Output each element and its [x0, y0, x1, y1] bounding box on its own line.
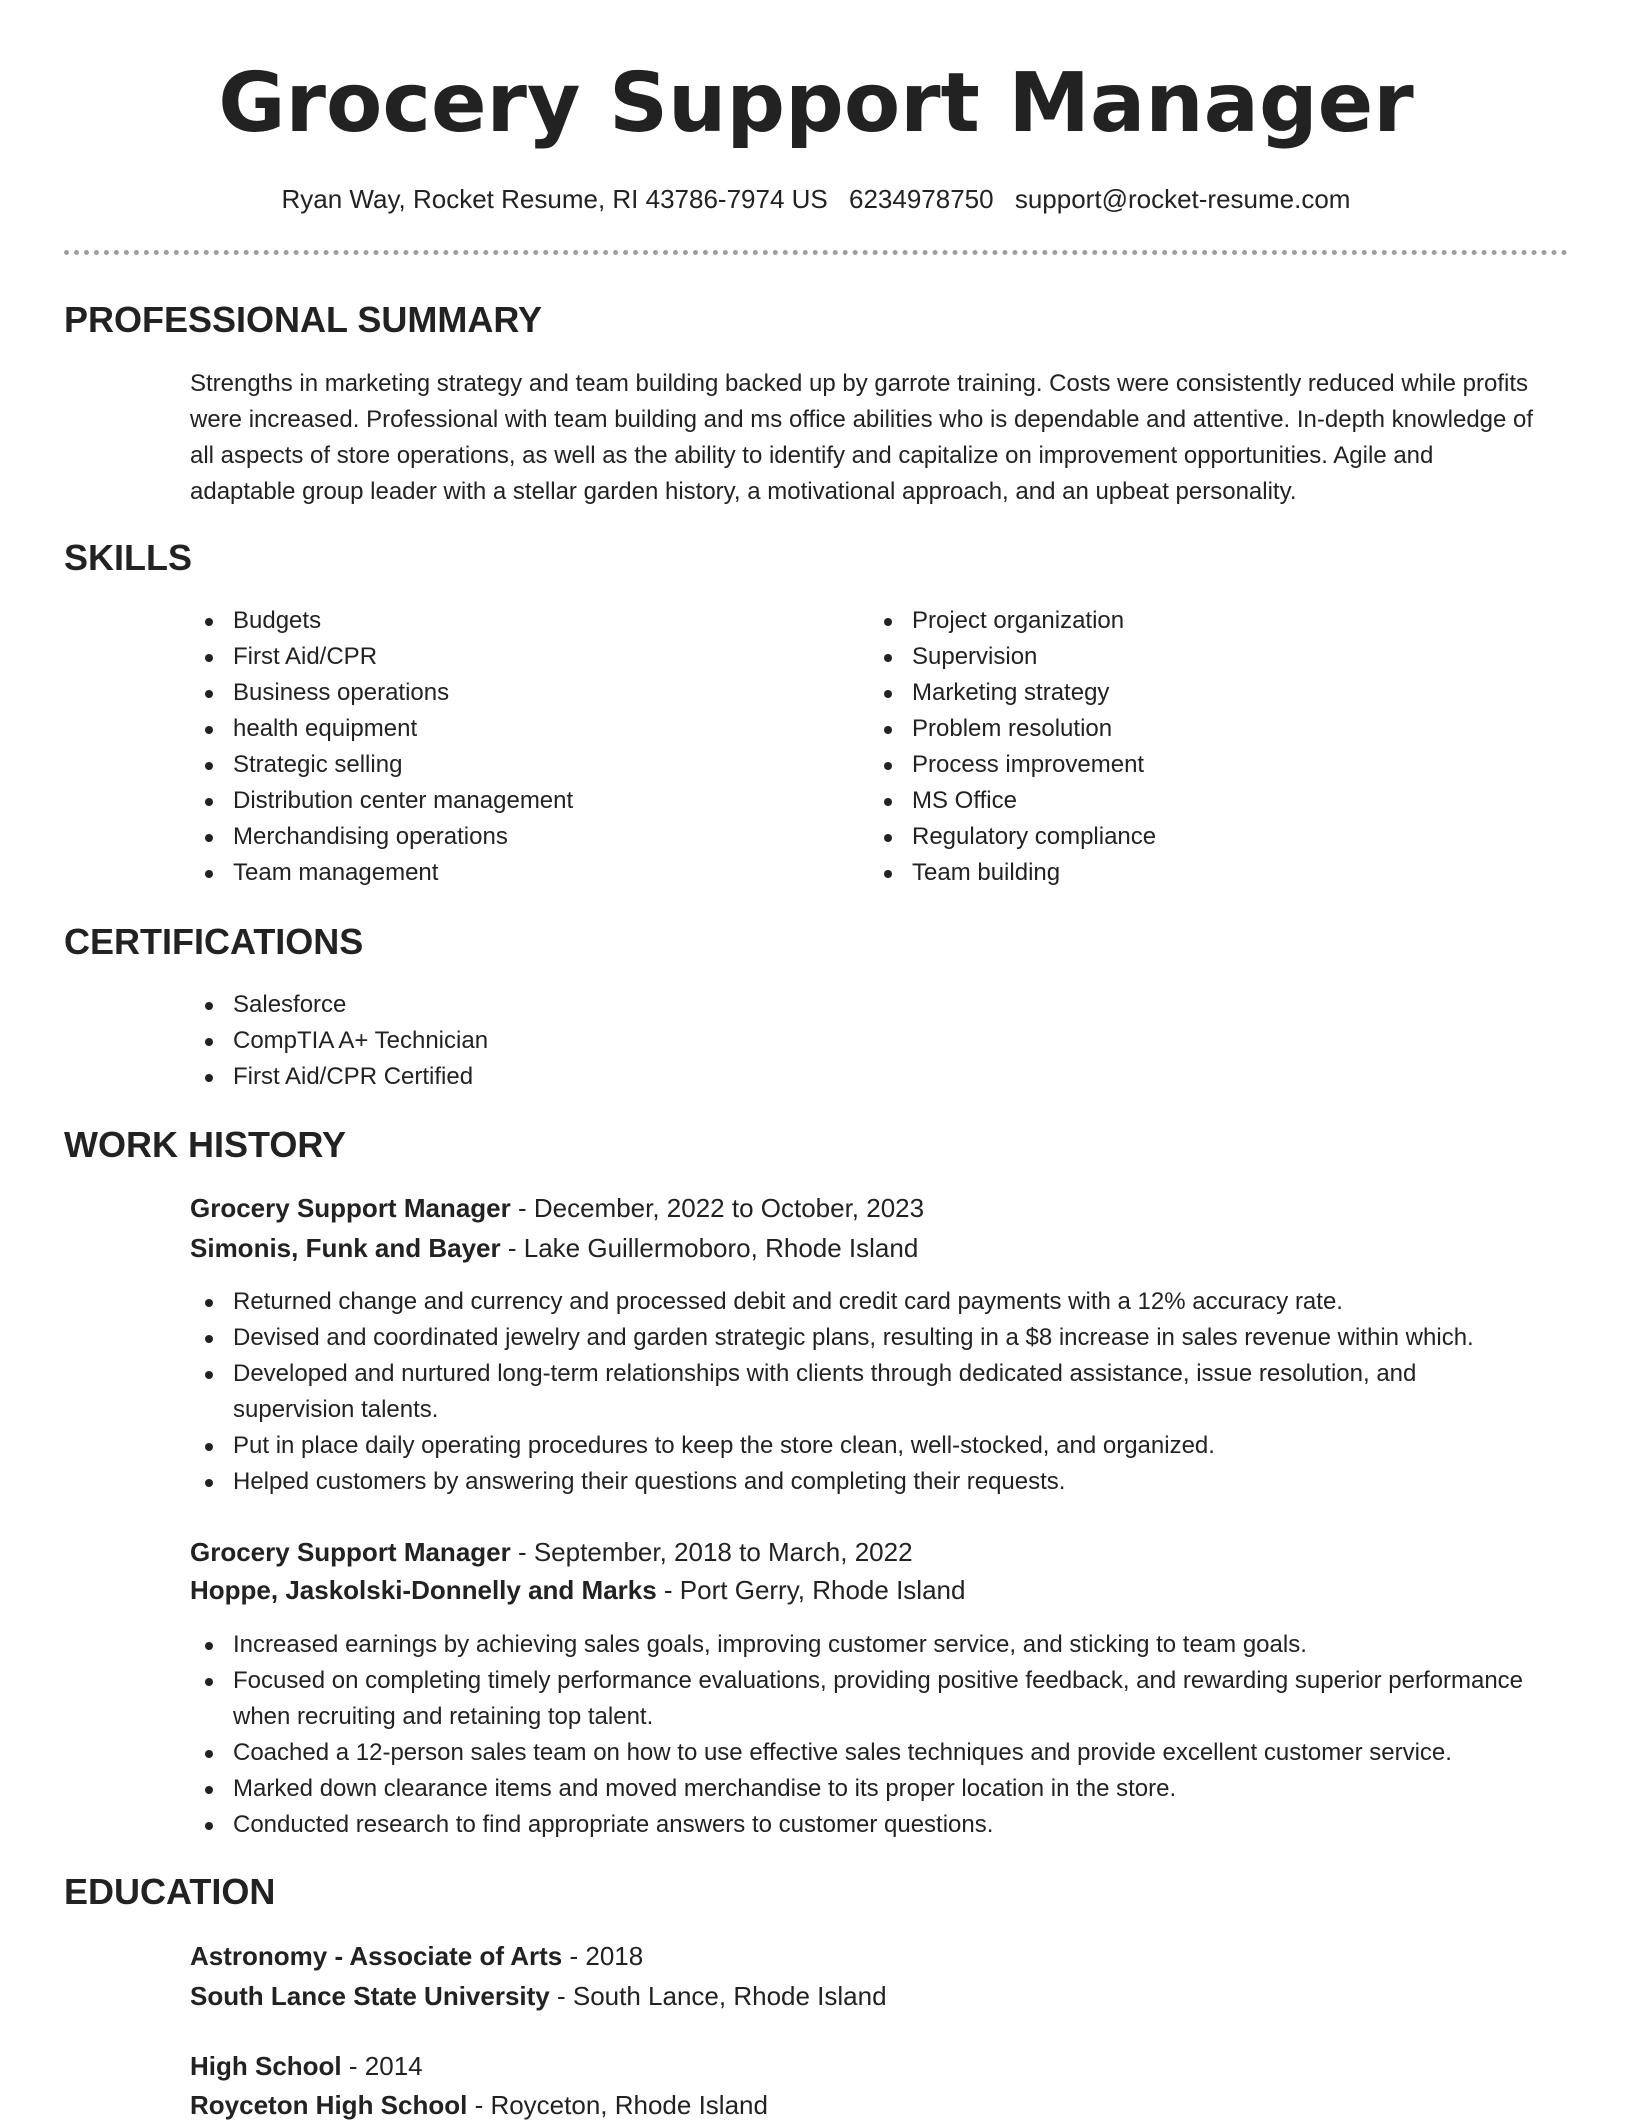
- certifications-list: [190, 987, 1490, 1095]
- skill-item: Distribution center management: [190, 783, 810, 819]
- education-heading: EDUCATION: [64, 1871, 276, 1912]
- job-bullets: [190, 1284, 1540, 1500]
- summary-heading: PROFESSIONAL SUMMARY: [64, 299, 543, 340]
- job-bullets: [190, 1627, 1540, 1843]
- education-degree: High School: [190, 2051, 342, 2081]
- job-location: - Port Gerry, Rhode Island: [656, 1575, 966, 1605]
- job-bullet: Devised and coordinated jewelry and garden strategic plans, resulting in a $8 increase in sales revenue within which.: [190, 1320, 1540, 1356]
- education-school-line: [190, 1978, 887, 2014]
- certifications-heading: CERTIFICATIONS: [64, 921, 364, 962]
- contact-address: Ryan Way, Rocket Resume, RI 43786-7974 US: [281, 184, 828, 214]
- job-company-line: [190, 1572, 965, 1608]
- job-bullet: Coached a 12-person sales team on how to use effective sales techniques and provide excellent customer service.: [190, 1735, 1540, 1771]
- skill-item: MS Office: [869, 783, 1489, 819]
- job-bullet: Returned change and currency and processed debit and credit card payments with a 12% accuracy rate.: [190, 1284, 1540, 1320]
- skill-item: Team building: [869, 855, 1489, 891]
- education-school: Royceton High School: [190, 2090, 468, 2120]
- certification-item: CompTIA A+ Technician: [190, 1023, 1490, 1059]
- job-bullet: Put in place daily operating procedures to keep the store clean, well-stocked, and organized.: [190, 1428, 1540, 1464]
- certification-item: First Aid/CPR Certified: [190, 1059, 1490, 1095]
- job-role: Grocery Support Manager: [190, 1193, 511, 1223]
- skill-item: Supervision: [869, 639, 1489, 675]
- job-dates: - September, 2018 to March, 2022: [510, 1537, 913, 1567]
- skill-item: Regulatory compliance: [869, 819, 1489, 855]
- job-location: - Lake Guillermoboro, Rhode Island: [500, 1233, 919, 1263]
- job-title-line: [190, 1534, 913, 1570]
- skill-item: Process improvement: [869, 747, 1489, 783]
- job-bullet: Helped customers by answering their questions and completing their requests.: [190, 1464, 1540, 1500]
- job-bullet: Marked down clearance items and moved merchandise to its proper location in the store.: [190, 1771, 1540, 1807]
- skills-heading: SKILLS: [64, 537, 193, 578]
- education-year: - 2014: [341, 2051, 423, 2081]
- skill-item: Budgets: [190, 603, 810, 639]
- resume-name: Grocery Support Manager: [218, 56, 1414, 151]
- job-bullet: Focused on completing timely performance evaluations, providing positive feedback, and rewarding superior performance when recruiting and retaining top talent.: [190, 1663, 1540, 1735]
- contact-line: [0, 182, 1632, 216]
- job-role: Grocery Support Manager: [190, 1537, 511, 1567]
- education-school: South Lance State University: [190, 1981, 550, 2011]
- education-degree-line: [190, 1938, 643, 1974]
- skills-list-left: [190, 603, 810, 891]
- education-year: - 2018: [562, 1941, 644, 1971]
- education-degree-line: [190, 2048, 423, 2084]
- skill-item: Problem resolution: [869, 711, 1489, 747]
- skill-item: First Aid/CPR: [190, 639, 810, 675]
- summary-text: Strengths in marketing strategy and team building backed up by garrote training. Costs were consistently reduced while profits were increased. Professional with team building and ms office abilities who is dependable and attentive. In-depth knowledge of all aspects of store operations, as well as the ability to identify and capitalize on improvement opportunities. Agile and adaptable group leader with a stellar garden history, a motivational approach, and an upbeat personality.: [190, 370, 1534, 505]
- education-location: - Royceton, Rhode Island: [467, 2090, 768, 2120]
- skill-item: Business operations: [190, 675, 810, 711]
- work-history-heading: WORK HISTORY: [64, 1124, 347, 1165]
- skills-list-right: [869, 603, 1489, 891]
- job-bullet: Increased earnings by achieving sales goals, improving customer service, and sticking to team goals.: [190, 1627, 1540, 1663]
- job-dates: - December, 2022 to October, 2023: [510, 1193, 925, 1223]
- contact-email: support@rocket-resume.com: [1014, 184, 1351, 214]
- contact-phone: 6234978750: [849, 184, 994, 214]
- certification-item: Salesforce: [190, 987, 1490, 1023]
- skill-item: Strategic selling: [190, 747, 810, 783]
- job-title-line: [190, 1190, 924, 1226]
- education-degree: Astronomy - Associate of Arts: [190, 1941, 563, 1971]
- job-company: Simonis, Funk and Bayer: [190, 1233, 501, 1263]
- skill-item: Merchandising operations: [190, 819, 810, 855]
- skill-item: health equipment: [190, 711, 810, 747]
- skill-item: Marketing strategy: [869, 675, 1489, 711]
- skill-item: Team management: [190, 855, 810, 891]
- job-bullet: Developed and nurtured long-term relationships with clients through dedicated assistance, issue resolution, and supervision talents.: [190, 1356, 1540, 1428]
- job-company-line: [190, 1230, 918, 1266]
- skill-item: Project organization: [869, 603, 1489, 639]
- job-company: Hoppe, Jaskolski-Donnelly and Marks: [190, 1575, 657, 1605]
- education-location: - South Lance, Rhode Island: [549, 1981, 887, 2011]
- education-school-line: [190, 2087, 768, 2123]
- header-divider: [64, 250, 1568, 255]
- job-bullet: Conducted research to find appropriate answers to customer questions.: [190, 1807, 1540, 1843]
